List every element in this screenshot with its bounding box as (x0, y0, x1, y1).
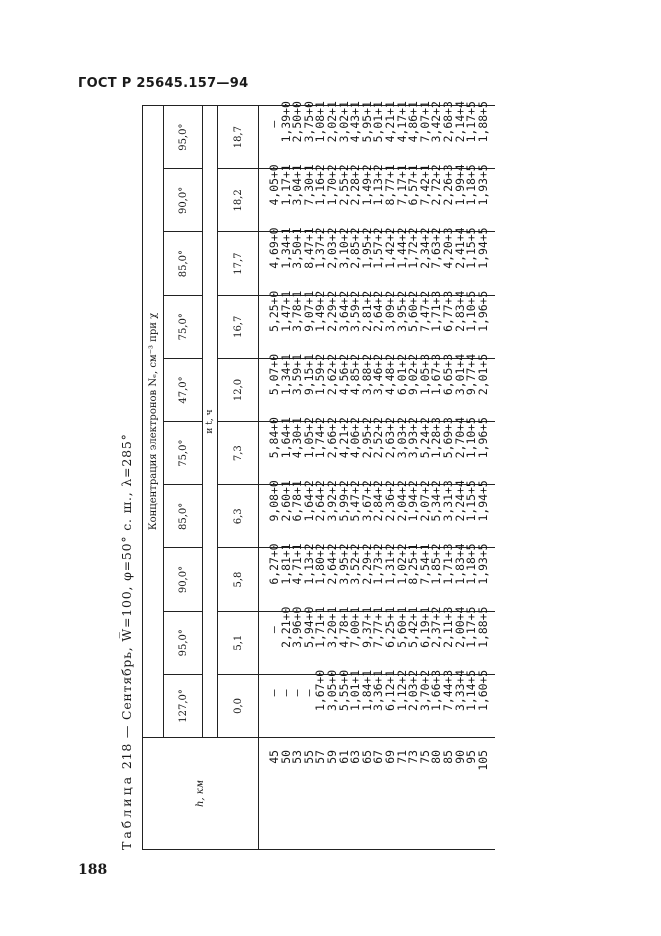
concentration-value: 1,14+5 (464, 669, 479, 711)
concentration-value: 4,21+1 (382, 101, 397, 143)
concentration-value: 5,69+3 (440, 417, 455, 459)
concentration-value: 2,14+4 (452, 101, 467, 143)
concentration-value: 1,17+5 (464, 606, 479, 648)
concentration-value: 3,52+2 (348, 543, 363, 585)
concentration-value: 6,78+1 (290, 480, 305, 522)
concentration-value: 1,44+2 (394, 227, 409, 269)
concentration-value: 5,95+1 (359, 101, 374, 143)
h-value: 53 (290, 750, 305, 764)
concentration-value: 1,59+2 (313, 353, 328, 396)
concentration-value: 2,11+3 (440, 606, 455, 648)
concentration-value: 1,64+1 (278, 417, 293, 459)
concentration-value: 1,01+1 (348, 669, 363, 711)
concentration-value: 4,05+0 (267, 164, 281, 206)
concentration-value: 1,42+2 (382, 227, 397, 269)
concentration-value: 4,56+2 (336, 353, 351, 396)
concentration-value: 5,60+1 (394, 606, 409, 648)
h-value: 50 (278, 750, 293, 764)
concentration-value: 1,67+0 (313, 669, 328, 711)
concentration-value: 1,12+2 (394, 669, 409, 711)
concentration-value: 1,15+5 (464, 227, 479, 269)
concentration-value: 2,84+2 (371, 480, 386, 522)
local-time-header: 18,7 (218, 106, 259, 169)
concentration-value: 7,77+1 (371, 606, 386, 648)
h-value: 59 (324, 750, 339, 764)
caption-text: — Сентябрь, W̅=100, φ=50° с. ш., λ=285° (119, 433, 134, 739)
concentration-value: 4,48+2 (382, 353, 397, 396)
data-column (259, 227, 496, 295)
concentration-value: 1,94+5 (475, 480, 490, 522)
concentration-value: 4,20+3 (440, 227, 455, 269)
caption-number: 218 (119, 742, 134, 770)
concentration-value: 4,21+2 (336, 417, 351, 459)
concentration-value: 1,13+2 (301, 543, 316, 585)
concentration-value: 1,67+3 (429, 353, 444, 396)
concentration-value: 1,81+1 (278, 543, 293, 585)
concentration-value: 1,31+2 (382, 543, 397, 585)
concentration-value: 2,64+2 (324, 543, 339, 585)
concentration-value: 1,49+2 (313, 290, 328, 332)
concentration-value: 1,49+2 (359, 164, 374, 206)
concentration-value: 7,07+1 (417, 101, 432, 143)
concentration-value: — (267, 120, 281, 128)
concentration-value: 1,93+5 (475, 543, 490, 585)
concentration-value: 2,62+2 (324, 353, 339, 396)
h-value: 45 (267, 750, 281, 764)
concentration-value: 1,71+1 (313, 606, 328, 648)
concentration-value: 1,64+2 (301, 480, 316, 522)
h-value: 67 (371, 750, 386, 764)
concentration-value: 6,25+1 (382, 606, 397, 648)
concentration-value: 3,92+2 (324, 480, 339, 522)
concentration-value: 5,42+1 (406, 606, 421, 648)
concentration-value: 1,05+2 (301, 417, 316, 459)
concentration-value: 3,96+0 (290, 606, 305, 648)
concentration-value: 2,37+2 (429, 606, 444, 648)
chi-header: 95,0° (164, 611, 203, 674)
local-time-header: 18,2 (218, 169, 259, 232)
data-column (259, 101, 496, 169)
h-value: 63 (348, 750, 363, 764)
concentration-value: 2,36+2 (382, 480, 397, 522)
concentration-value: 1,74+2 (313, 417, 328, 459)
concentration-value: 2,55+2 (336, 164, 351, 206)
chi-header: 75,0° (164, 295, 203, 358)
concentration-value: 1,57+2 (371, 227, 386, 269)
concentration-value: 5,84+0 (267, 417, 281, 459)
concentration-value: 1,10+5 (464, 290, 479, 332)
concentration-value: 1,15+5 (464, 480, 479, 522)
concentration-value: 6,19+1 (417, 606, 432, 648)
h-value: 55 (301, 750, 316, 764)
concentration-value: — (267, 626, 281, 634)
concentration-value: 8,47+1 (301, 227, 316, 269)
concentration-value: 9,08+0 (267, 480, 281, 522)
concentration-value: 4,30+1 (290, 417, 305, 459)
concentration-value: 3,31+3 (440, 480, 455, 522)
concentration-value: 1,10+5 (464, 417, 479, 459)
concentration-value: 1,47+1 (278, 290, 293, 332)
concentration-value: 1,71+3 (429, 290, 444, 332)
concentration-value: 1,08+1 (313, 101, 328, 143)
data-column (259, 669, 496, 737)
concentration-value: 2,66+2 (324, 417, 339, 459)
local-time-header: 12,0 (218, 358, 259, 421)
h-value: 75 (417, 750, 432, 764)
concentration-value: 2,07+2 (417, 480, 432, 522)
chi-header: 47,0° (164, 358, 203, 421)
concentration-value: 6,65+3 (440, 353, 455, 396)
concentration-value: 5,99+2 (336, 480, 351, 522)
local-time-header: 5,8 (218, 548, 259, 611)
concentration-value: 2,81+2 (359, 290, 374, 332)
concentration-value: 3,10+2 (336, 227, 351, 269)
concentration-value: 9,02+2 (406, 353, 421, 396)
concentration-value: — (290, 689, 305, 697)
local-time-header: 6,3 (218, 485, 259, 548)
concentration-value: 5,55+0 (336, 669, 351, 711)
concentration-value: 1,95+2 (359, 227, 374, 269)
concentration-value: 3,33+4 (452, 669, 467, 711)
concentration-value: 4,78+1 (336, 606, 351, 648)
lt-label: и t, ч (203, 106, 218, 738)
concentration-value: 2,68+3 (440, 101, 455, 143)
concentration-value: 6,77+3 (440, 290, 455, 332)
concentration-value: 3,20+1 (324, 606, 339, 648)
concentration-value: 5,07+0 (267, 353, 281, 396)
local-time-header: 7,3 (218, 422, 259, 485)
concentration-value: 1,02+2 (394, 543, 409, 585)
h-value: 61 (336, 750, 351, 764)
h-column-header: h, км (143, 738, 259, 850)
concentration-value: 9,07+1 (301, 290, 316, 332)
concentration-value: — (301, 689, 316, 697)
data-column (259, 543, 496, 611)
concentration-value: 1,37+2 (313, 227, 328, 269)
concentration-value: 5,01+1 (371, 101, 386, 143)
concentration-value: 3,70+2 (417, 669, 432, 711)
concentration-value: 4,86+1 (406, 101, 421, 143)
concentration-value: 2,29+2 (324, 290, 339, 332)
concentration-value: 4,71+1 (290, 543, 305, 585)
chi-header: 90,0° (164, 169, 203, 232)
concentration-value: 1,71+3 (440, 543, 455, 585)
concentration-value: 1,96+5 (475, 290, 490, 332)
concentration-value: 2,83+4 (452, 290, 467, 332)
concentration-value: 1,84+1 (359, 669, 374, 711)
chi-header: 85,0° (164, 485, 203, 548)
concentration-value: 1,17+5 (464, 101, 479, 143)
chi-header: 95,0° (164, 106, 203, 169)
h-value: 80 (429, 750, 444, 764)
data-column (259, 353, 496, 421)
concentration-value: 2,85+2 (348, 227, 363, 269)
concentration-value: 3,09+2 (382, 290, 397, 332)
concentration-value: 6,27+0 (267, 543, 281, 585)
chi-header: 127,0° (164, 674, 203, 737)
concentration-value: 7,30+1 (301, 164, 316, 206)
concentration-value: 7,42+1 (417, 164, 432, 206)
data-column (259, 606, 496, 674)
concentration-value: 2,72+2 (429, 164, 444, 206)
document-header: ГОСТ Р 25645.157—94 (78, 76, 249, 91)
concentration-value: — (278, 689, 293, 697)
page-number: 188 (78, 862, 108, 878)
concentration-value: 1,94+5 (475, 227, 490, 269)
concentration-value: 3,64+2 (336, 290, 351, 332)
concentration-value: 5,25+0 (267, 290, 281, 332)
concentration-value: 2,70+4 (452, 417, 467, 459)
concentration-value: 1,99+4 (452, 164, 467, 206)
local-time-header: 5,1 (218, 611, 259, 674)
h-value: 65 (359, 750, 374, 764)
concentration-value: 1,34+1 (278, 227, 293, 269)
concentration-value: 2,01+5 (475, 353, 490, 396)
concentration-value: 9,15+1 (301, 353, 316, 396)
concentration-value: 6,01+2 (394, 353, 409, 396)
concentration-value: 7,63+2 (429, 227, 444, 269)
concentration-value: 2,41+4 (452, 227, 467, 269)
concentration-value: 1,88+5 (475, 101, 490, 143)
concentration-value: 2,26+3 (440, 164, 455, 206)
concentration-value: 4,17+1 (394, 101, 409, 143)
chi-header: 90,0° (164, 548, 203, 611)
concentration-value: 3,95+2 (394, 290, 409, 332)
concentration-value: 9,37+1 (359, 606, 374, 648)
concentration-value: 3,59+2 (348, 290, 363, 332)
concentration-value: 3,42+2 (429, 101, 444, 143)
data-column (259, 480, 496, 548)
concentration-value: 2,34+2 (417, 227, 432, 269)
h-values (259, 738, 496, 850)
h-value: 105 (475, 750, 490, 771)
concentration-value: 8,25+1 (406, 543, 421, 585)
concentration-value: 3,05+0 (324, 669, 339, 711)
concentration-value: 2,03+2 (324, 227, 339, 269)
data-column (259, 417, 496, 485)
concentration-value: 3,75+0 (301, 101, 316, 143)
concentration-value: 3,67+2 (359, 480, 374, 522)
concentration-value: 7,44+3 (440, 669, 455, 711)
concentration-value: 3,59+1 (290, 353, 305, 396)
concentration-value: — (267, 689, 281, 697)
concentration-value: 1,66+3 (429, 669, 444, 711)
concentration-value: 6,57+1 (406, 164, 421, 206)
concentration-value: 3,01+4 (452, 353, 467, 396)
concentration-value: 2,04+2 (394, 480, 409, 522)
concentration-value: 2,02+1 (324, 101, 339, 143)
concentration-value: 1,73+2 (371, 543, 386, 585)
chi-header: 85,0° (164, 232, 203, 295)
h-value: 90 (452, 750, 467, 764)
concentration-value: 5,47+2 (348, 480, 363, 522)
concentration-value: 3,46+2 (371, 353, 386, 396)
concentration-value: 3,93+2 (406, 417, 421, 459)
concentration-value: 7,17+1 (394, 164, 409, 206)
concentration-value: 1,18+5 (464, 164, 479, 206)
data-column (259, 164, 496, 232)
concentration-value: 4,06+2 (348, 417, 363, 459)
concentration-value: 7,47+2 (417, 290, 432, 332)
concentration-value: 8,77+1 (382, 164, 397, 206)
caption-label: Таблица (119, 773, 134, 850)
concentration-value: 1,94+2 (406, 480, 421, 522)
concentration-value: 1,72+2 (406, 227, 421, 269)
table-caption (114, 105, 140, 850)
electron-concentration-table (142, 101, 495, 850)
concentration-value: 2,50+0 (290, 101, 305, 143)
local-time-header: 0,0 (218, 674, 259, 737)
h-value: 57 (313, 750, 328, 764)
concentration-value: 1,80+2 (313, 543, 328, 585)
concentration-value: 2,21+0 (278, 606, 293, 648)
concentration-value: 4,43+1 (348, 101, 363, 143)
chi-header: 75,0° (164, 422, 203, 485)
concentration-value: 3,02+1 (336, 101, 351, 143)
concentration-value: 4,69+0 (267, 227, 281, 269)
concentration-value: 1,70+2 (324, 164, 339, 206)
concentration-value: 3,50+1 (290, 227, 305, 269)
concentration-value: 2,00+4 (452, 606, 467, 648)
concentration-value: 2,64+2 (371, 290, 386, 332)
concentration-value: 2,29+2 (359, 543, 374, 585)
concentration-value: 2,03+2 (406, 669, 421, 711)
concentration-value: 3,36+1 (371, 669, 386, 711)
concentration-value: 1,96+5 (475, 417, 490, 459)
concentration-value: 1,17+1 (278, 164, 293, 206)
concentration-value: 1,88+5 (475, 606, 490, 648)
local-time-header: 16,7 (218, 295, 259, 358)
concentration-value: 5,60+2 (406, 290, 421, 332)
concentration-value: 1,85+2 (429, 543, 444, 585)
concentration-value: 1,05+3 (417, 353, 432, 396)
h-value: 73 (406, 750, 421, 764)
h-value: 95 (464, 750, 479, 764)
concentration-value: 3,04+1 (290, 164, 305, 206)
data-column (259, 290, 496, 358)
concentration-value: 1,83+4 (452, 543, 467, 585)
concentration-value: 1,16+2 (313, 164, 328, 206)
concentration-value: 2,28+2 (348, 164, 363, 206)
concentration-value: 4,85+2 (348, 353, 363, 396)
concentration-value: 2,60+1 (278, 480, 293, 522)
concentration-value: 1,34+1 (278, 353, 293, 396)
concentration-value: 5,34+2 (429, 480, 444, 522)
h-value: 69 (382, 750, 397, 764)
concentration-value: 5,94+0 (301, 606, 316, 648)
concentration-value: 1,93+5 (475, 164, 490, 206)
concentration-value: 1,39+0 (278, 101, 293, 143)
concentration-value: 2,24+4 (452, 480, 467, 522)
concentration-value: 7,54+1 (417, 543, 432, 585)
h-value: 71 (394, 750, 409, 764)
table-title: Концентрация электронов Nₑ, см⁻³ при χ (143, 106, 164, 738)
concentration-value: 3,88+2 (359, 353, 374, 396)
concentration-value: 3,78+1 (290, 290, 305, 332)
concentration-value: 1,18+5 (464, 543, 479, 585)
concentration-value: 2,64+2 (313, 480, 328, 522)
concentration-value: 5,24+2 (417, 417, 432, 459)
concentration-value: 9,77+4 (464, 353, 479, 396)
concentration-value: 2,95+2 (359, 417, 374, 459)
concentration-value: 1,60+5 (475, 669, 490, 711)
concentration-value: 2,63+2 (382, 417, 397, 459)
concentration-value: 3,03+2 (394, 417, 409, 459)
h-value: 85 (440, 750, 455, 764)
concentration-value: 2,52+2 (371, 417, 386, 459)
concentration-value: 1,28+3 (429, 417, 444, 459)
local-time-header: 17,7 (218, 232, 259, 295)
concentration-value: 7,00+1 (348, 606, 363, 648)
rotated-table-area (114, 101, 584, 850)
concentration-value: 6,12+1 (382, 669, 397, 711)
concentration-value: 1,13+2 (371, 164, 386, 206)
concentration-value: 3,95+2 (336, 543, 351, 585)
